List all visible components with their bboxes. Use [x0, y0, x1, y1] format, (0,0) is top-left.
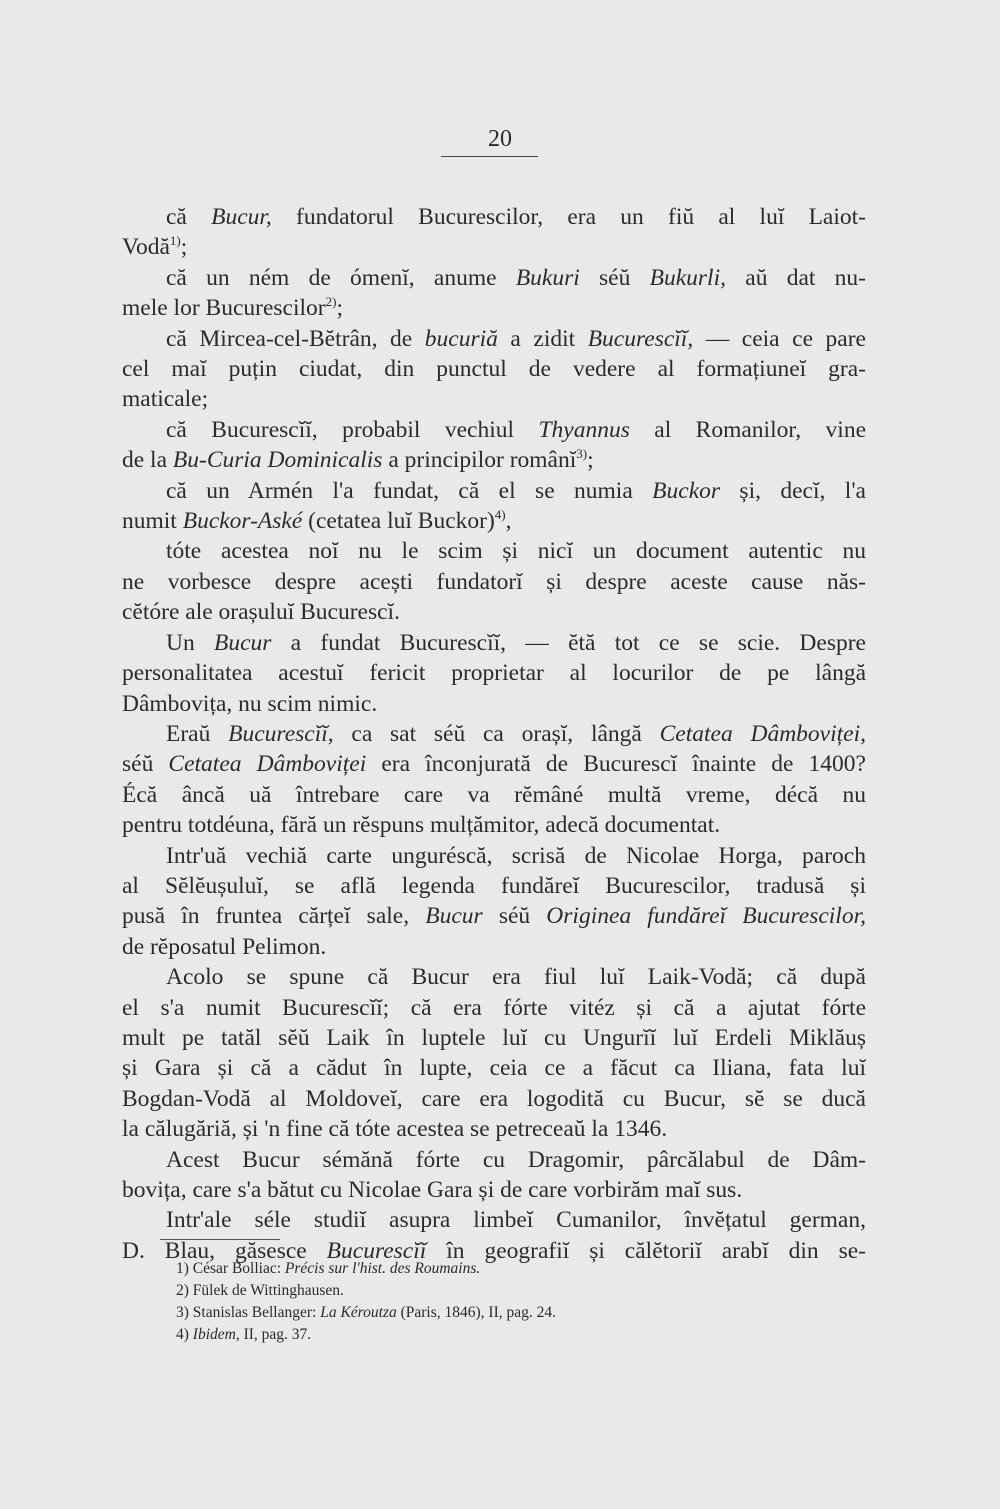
footnote-ref: 2): [325, 294, 337, 310]
footnote: 3) Stanislas Bellanger: La Kéroutza (Paris, 1846), II, pag. 24.: [176, 1304, 557, 1321]
text-line: mele lor Bucurescilor$^{2)}$;: [122, 294, 343, 322]
footnote-ref: 4): [494, 507, 506, 523]
text-line: că un Armén l'a fundat, că el se numia Buckor și, decĭ, l'a: [166, 477, 866, 504]
footnote: 2) Fülek de Wittinghausen.: [176, 1282, 344, 1299]
text-line: Bogdan-Vodă al Moldoveĭ, care era logodită cu Bucur, sĕ se ducă: [122, 1085, 866, 1112]
text-line: al Sĕlĕușuluĭ, se află legenda fundăreĭ Bucurescilor, tradusă și: [122, 872, 866, 899]
text-line: cĕtóre ale orașuluĭ Bucurescĭ.: [122, 599, 400, 626]
text-line: ne vorbesce despre acești fundatorĭ și despre aceste cause năs-: [122, 568, 866, 595]
text-line: la călugăriă, și 'n fine că tóte acestea se petreceaŭ la 1346.: [122, 1116, 668, 1143]
body-text: [122, 202, 866, 1266]
text-line: D. Blau, găsesce Bucurescĭĭ în geografiĭ și călĕtoriĭ arabĭ din se-: [122, 1237, 866, 1264]
text-line: séŭ Cetatea Dâmboviței era înconjurată de Bucurescĭ înainte de 1400?: [122, 751, 866, 778]
text-line: tóte acestea noĭ nu le scim și nicĭ un document autentic nu: [166, 538, 866, 565]
text-line: Vodă$^{1)}$;: [122, 233, 188, 261]
footnote: 1) César Bolliac: Précis sur l'hist. des Roumains.: [176, 1260, 481, 1277]
text-line: Écă âncă uă întrebare care va rĕmâné multă vreme, décă nu: [122, 781, 866, 808]
text-line: maticale;: [122, 386, 209, 413]
footnotes: [176, 1258, 556, 1346]
footnote-ref: 3): [576, 446, 588, 462]
text-line: personalitatea acestuĭ fericit proprietar al locurilor de pe lângă: [122, 660, 866, 687]
text-line: Un Bucur a fundat Bucurescĭĭ, — ĕtă tot ce se scie. Despre: [166, 629, 866, 656]
text-line: pusă în fruntea cărțeĭ sale, Bucur séŭ Originea fundăreĭ Bucurescilor,: [122, 903, 867, 930]
text-line: că Bucur, fundatorul Bucurescilor, era un fiŭ al luĭ Laiot-: [166, 204, 866, 230]
text-line: Dâmbovița, nu scim nimic.: [122, 690, 378, 717]
text-line: numit Buckor-Aské (cetatea luĭ Buckor)$^{4)}$,: [122, 507, 512, 535]
text-line: că Bucurescĭĭ, probabil vechiul Thyannus al Romanilor, vine: [166, 416, 867, 443]
footnote-rule: [160, 1239, 280, 1240]
text-line: că Mircea-cel-Bĕtrân, de bucuriă a zidit Bucurescĭĭ, — ceia ce pare: [166, 325, 866, 352]
text-line: pentru totdéuna, fără un rĕspuns mulțămitor, adecă documentat.: [122, 812, 721, 839]
footnote: 4) Ibidem, II, pag. 37.: [176, 1326, 312, 1343]
page-number-rule: [441, 156, 538, 157]
text-line: Acolo se spune că Bucur era fiul luĭ Laik-Vodă; că după: [166, 964, 866, 991]
text-line: mult pe tatăl sĕŭ Laik în luptele luĭ cu Ungurĭĭ luĭ Erdeli Miklăuș: [122, 1024, 866, 1051]
text-line: cel maĭ puțin ciudat, din punctul de vedere al formațiuneĭ gra-: [122, 356, 866, 383]
text-line: bovița, care s'a bătut cu Nicolae Gara și de care vorbirăm maĭ sus.: [122, 1177, 743, 1203]
text-line: de rĕposatul Pelimon.: [122, 933, 327, 960]
text-line: că un ném de ómenĭ, anume Bukuri séŭ Bukurli, aŭ dat nu-: [166, 264, 866, 291]
text-line: Intr'ale séle studiĭ asupra limbeĭ Cumanilor, învĕțatul german,: [166, 1207, 866, 1234]
text-line: și Gara și că a cădut în lupte, ceia ce a făcut ca Iliana, fata luĭ: [122, 1055, 866, 1082]
footnote-ref: 1): [169, 233, 181, 249]
text-line: el s'a numit Bucurescĭĭ; că era fórte vitéz și că a ajutat fórte: [122, 994, 866, 1021]
text-line: de la Bu-Curia Dominicalis a principilor românĭ$^{3)}$;: [122, 446, 594, 474]
text-line: Eraŭ Bucurescĭĭ, ca sat séŭ ca orașĭ, lângă Cetatea Dâmboviței,: [166, 720, 867, 747]
page-number: 20: [488, 126, 512, 152]
text-line: Acest Bucur sémănă fórte cu Dragomir, pârcălabul de Dâm-: [166, 1146, 866, 1173]
text-line: Intr'uă vechiă carte unguréscă, scrisă de Nicolae Horga, paroch: [166, 842, 866, 869]
